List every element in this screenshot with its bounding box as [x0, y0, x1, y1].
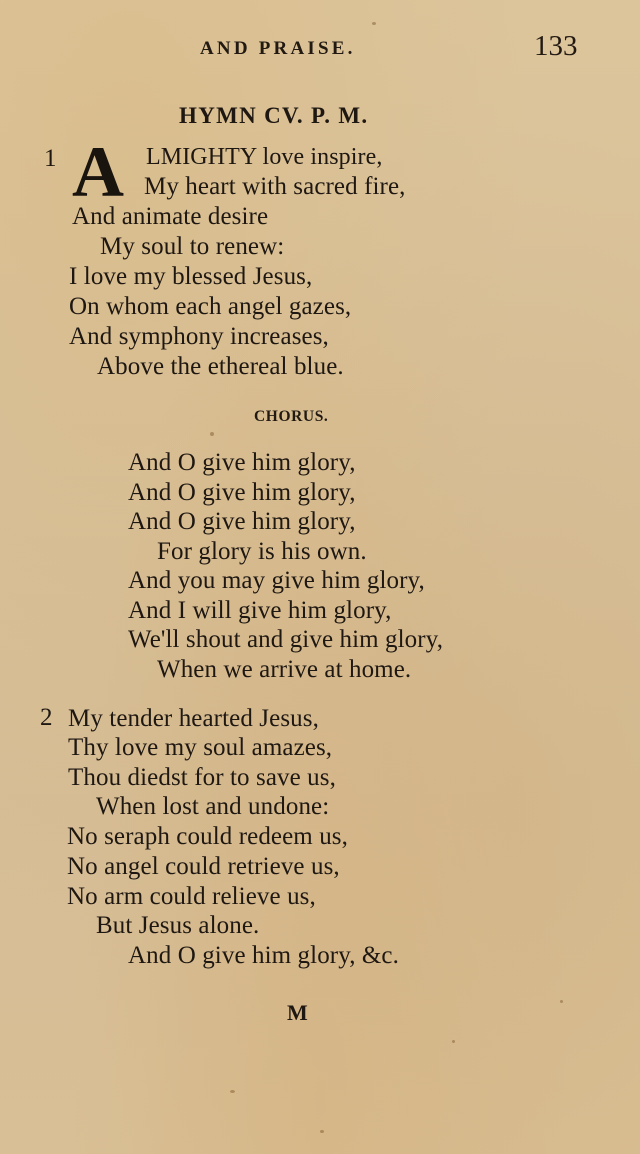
- verse-2-line-5: No seraph could redeem us,: [67, 823, 348, 850]
- verse-2-line-7: No arm could relieve us,: [67, 883, 316, 910]
- verse-1-line-6: On whom each angel gazes,: [69, 293, 352, 320]
- verse-2-line-2: Thy love my soul amazes,: [68, 734, 333, 761]
- paper-speck: [372, 22, 376, 25]
- verse-2-line-4: When lost and undone:: [96, 793, 330, 820]
- verse-1-line-2: My heart with sacred fire,: [144, 173, 406, 200]
- verse-2-line-8: But Jesus alone.: [96, 912, 260, 939]
- chorus-line-2: And O give him glory,: [128, 479, 356, 506]
- verse-1-line-4: My soul to renew:: [100, 233, 285, 260]
- verse-1-line-3: And animate desire: [72, 203, 269, 230]
- verse-2-line-6: No angel could retrieve us,: [67, 853, 340, 880]
- chorus-line-7: We'll shout and give him glory,: [128, 626, 444, 653]
- paper-speck: [210, 432, 214, 436]
- verse-1-line-5: I love my blessed Jesus,: [69, 263, 313, 290]
- verse-number-1: 1: [44, 145, 57, 172]
- chorus-line-8: When we arrive at home.: [157, 656, 412, 683]
- hymn-title: HYMN CV. P. M.: [179, 103, 369, 128]
- chorus-line-3: And O give him glory,: [128, 508, 356, 535]
- verse-number-2: 2: [40, 704, 53, 731]
- verse-1-line-8: Above the ethereal blue.: [97, 353, 344, 380]
- chorus-line-6: And I will give him glory,: [128, 597, 392, 624]
- chorus-line-4: For glory is his own.: [157, 538, 367, 565]
- verse-1-line-1: LMIGHTY love inspire,: [146, 144, 383, 170]
- paper-speck: [452, 1040, 455, 1043]
- verse-2-line-3: Thou diedst for to save us,: [68, 764, 336, 791]
- chorus-label: CHORUS.: [254, 408, 329, 425]
- paper-speck: [560, 1000, 563, 1003]
- paper-speck: [230, 1090, 235, 1093]
- paper-speck: [320, 1130, 324, 1133]
- signature-mark: M: [287, 1000, 308, 1025]
- verse-1-line-7: And symphony increases,: [69, 323, 329, 350]
- verse-2-line-9: And O give him glory, &c.: [128, 942, 399, 969]
- verse-2-line-1: My tender hearted Jesus,: [68, 705, 319, 732]
- chorus-line-5: And you may give him glory,: [128, 567, 425, 594]
- drop-cap: A: [72, 132, 124, 212]
- page-number: 133: [534, 30, 578, 62]
- running-head: AND PRAISE.: [200, 38, 356, 59]
- chorus-line-1: And O give him glory,: [128, 449, 356, 476]
